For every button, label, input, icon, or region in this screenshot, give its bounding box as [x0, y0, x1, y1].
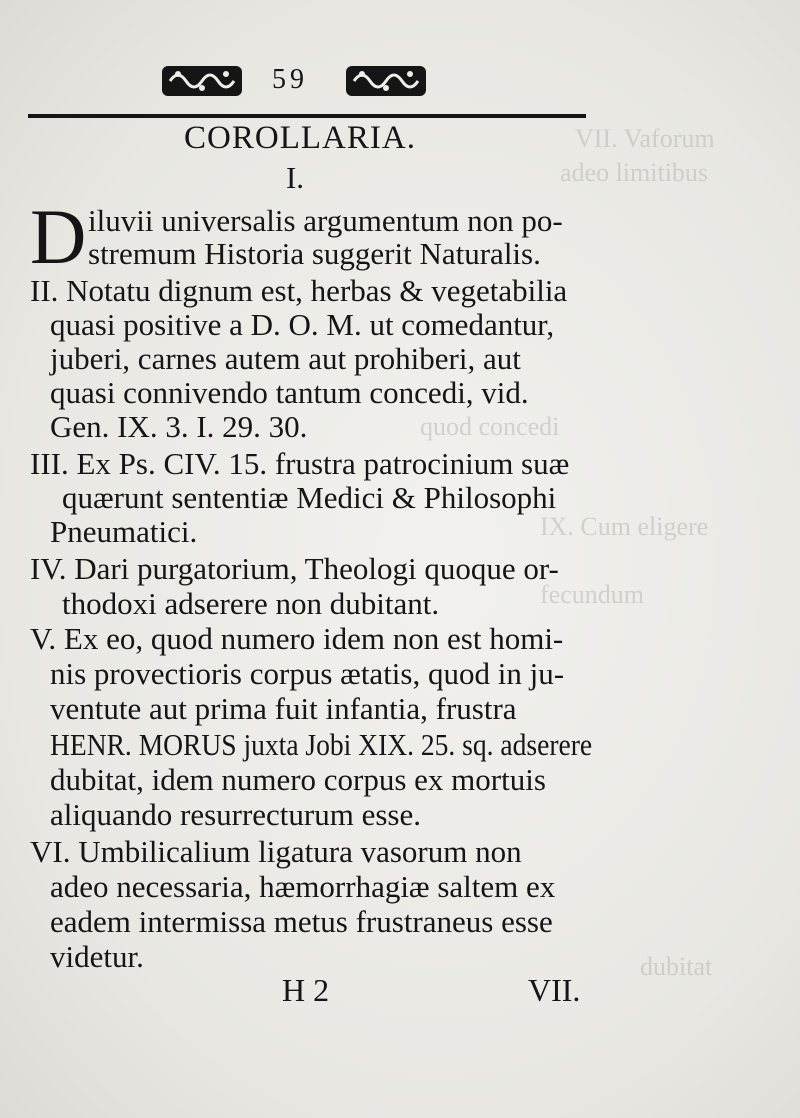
text-line: stremum Historia suggerit Naturalis.	[88, 236, 541, 271]
text-line: II. Notatu dignum est, herbas & vegetabilia	[30, 273, 568, 308]
text-line: quasi positive a D. O. M. ut comedantur,	[50, 307, 555, 342]
text-line: V. Ex eo, quod numero idem non est homi-	[30, 621, 564, 656]
text-line: Gen. IX. 3. I. 29. 30.	[50, 409, 308, 444]
bleed-through-text: VII. Vaforum	[575, 124, 715, 153]
page-title: COROLLARIA.	[184, 120, 416, 156]
bleed-through-text: dubitat	[640, 952, 713, 981]
text-line: HENR. MORUS juxta Jobi XIX. 25. sq. adserere	[50, 727, 593, 762]
text-line: nis provectioris corpus ætatis, quod in ju-	[50, 656, 565, 691]
text-line: quasi connivendo tantum concedi, vid.	[50, 375, 529, 410]
page-header	[160, 60, 430, 104]
drop-cap: D	[30, 193, 87, 280]
section-numeral: I.	[285, 160, 305, 195]
text-line: iluvii universalis argumentum non po-	[88, 203, 563, 238]
text-line: eadem intermissa metus frustraneus esse	[50, 904, 553, 939]
catchword: VII.	[528, 972, 581, 1008]
text-line: thodoxi adserere non dubitant.	[62, 586, 440, 621]
ornament-right-icon	[344, 62, 428, 100]
page-number: 59	[272, 64, 308, 95]
text-line: juberi, carnes autem aut prohiberi, aut	[50, 341, 521, 376]
text-line: Pneumatici.	[50, 514, 198, 549]
text-line: aliquando resurrecturum esse.	[50, 797, 422, 832]
ornament-left-icon	[160, 62, 244, 100]
text-line: III. Ex Ps. CIV. 15. frustra patrocinium suæ	[30, 446, 570, 481]
signature-mark: H 2	[282, 972, 330, 1008]
text-line: VI. Umbilicalium ligatura vasorum non	[30, 834, 522, 869]
bleed-through-text: IX. Cum eligere	[540, 512, 709, 541]
text-line: quærunt sententiæ Medici & Philosophi	[62, 480, 557, 515]
text-line: videtur.	[50, 939, 144, 974]
text-line: IV. Dari purgatorium, Theologi quoque or-	[30, 551, 559, 586]
bleed-through-text: quod concedi	[420, 412, 560, 441]
header-rule	[28, 113, 586, 119]
bleed-through-text: fecundum	[540, 580, 644, 609]
text-line: dubitat, idem numero corpus ex mortuis	[50, 762, 546, 797]
bleed-through-text: adeo limitibus	[560, 158, 709, 187]
text-line: ventute aut prima fuit infantia, frustra	[50, 691, 517, 726]
text-line: adeo necessaria, hæmorrhagiæ saltem ex	[50, 869, 556, 904]
